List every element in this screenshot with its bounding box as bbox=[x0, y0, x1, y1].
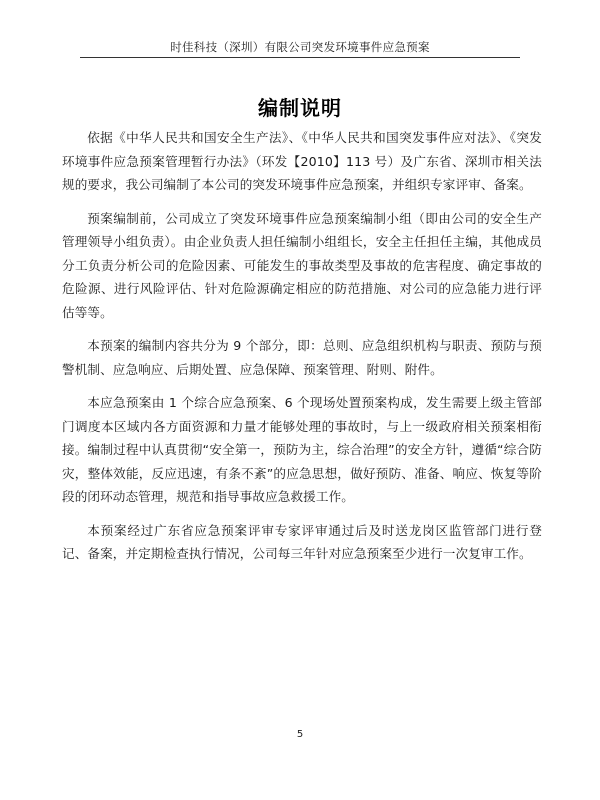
running-header: 时佳科技（深圳）有限公司突发环境事件应急预案 bbox=[170, 40, 430, 54]
paragraph-review: 本预案经过广东省应急预案评审专家评审通过后及时送龙岗区监管部门进行登记、备案，并定期检查执行情况，公司每三年针对应急预案至少进行一次复审工作。 bbox=[62, 522, 542, 561]
paragraph-basis: 依据《中华人民共和国安全生产法》、《中华人民共和国突发事件应对法》、《突发环境事件应急预案管理暂行办法》（环发【2010】113 号）及广东省、深圳市相关法规的要求，我公司编制了本公司的突发环境事件应急预案，并组织专家评审、备案。 bbox=[62, 130, 542, 192]
paragraph-structure: 本应急预案由 1 个综合应急预案、6 个现场处置预案构成，发生需要上级主管部门调度本区域内各方面资源和力量才能够处理的事故时，与上一级政府相关预案相衔接。编制过程中认真贯彻“安全第一，预防为主，综合治理”的安全方针，遵循“综合防灾，整体效能，反应迅速，有条不紊”的应急思想，做好预防、准备、响应、恢复等阶段的闭环动态管理，规范和指导事故应急救援工作。 bbox=[62, 395, 542, 504]
page-title: 编制说明 bbox=[258, 96, 342, 120]
body-text bbox=[62, 126, 542, 576]
page-number: 5 bbox=[296, 729, 304, 740]
paragraph-contents: 本预案的编制内容共分为 9 个部分，即：总则、应急组织机构与职责、预防与预警机制、应急响应、后期处置、应急保障、预案管理、附则、附件。 bbox=[62, 338, 542, 377]
header-divider bbox=[80, 57, 520, 58]
paragraph-preparation: 预案编制前，公司成立了突发环境事件应急预案编制小组（即由公司的安全生产管理领导小组负责）。由企业负责人担任编制小组组长，安全主任担任主编，其他成员分工负责分析公司的危险因素、可能发生的事故类型及事故的危害程度、确定事故的危险源、进行风险评估、针对危险源确定相应的防范措施、对公司的应急能力进行评估等等。 bbox=[62, 210, 542, 320]
